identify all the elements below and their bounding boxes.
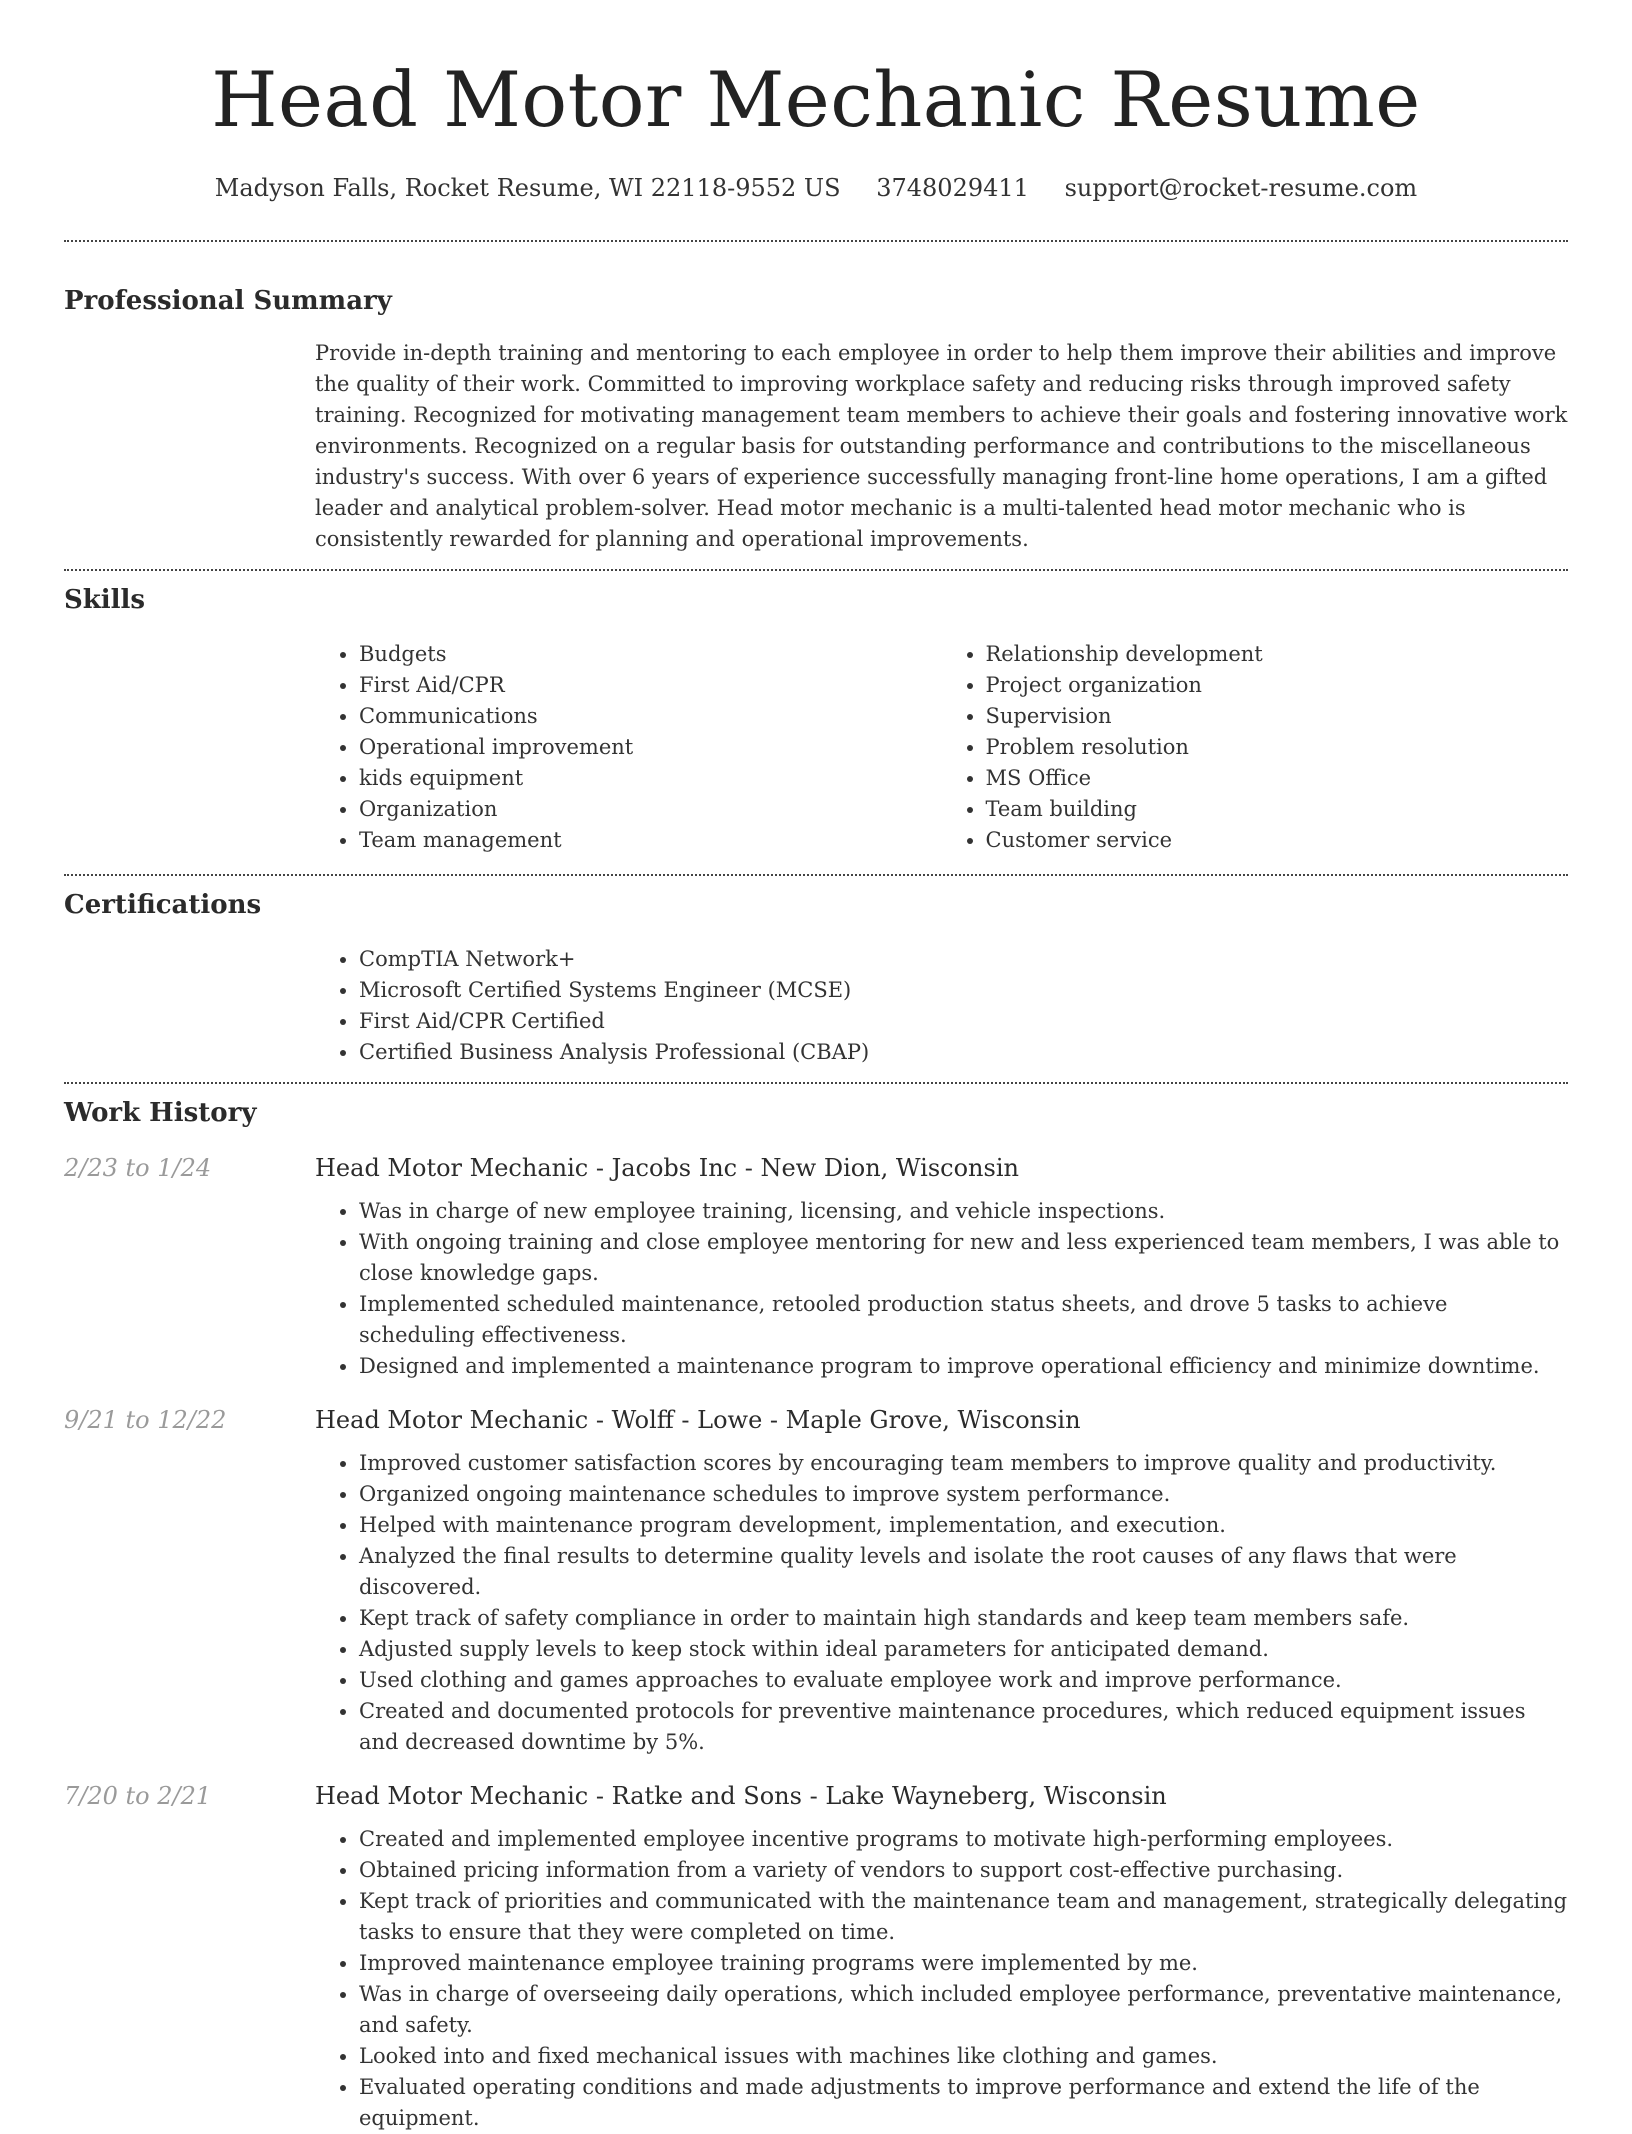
skills-column-right xyxy=(942,639,1569,856)
list-item: • With ongoing training and close employee mentoring for new and less experienced team members, I was able to close knowledge gaps. xyxy=(359,1227,1568,1289)
job-entry xyxy=(64,1404,1568,1758)
list-item: • Supervision xyxy=(986,701,1569,732)
list-item: • kids equipment xyxy=(359,763,942,794)
job-date: 9/21 to 12/22 xyxy=(64,1406,227,1434)
list-item: • Project organization xyxy=(986,670,1569,701)
list-item: • Budgets xyxy=(359,639,942,670)
list-item: • First Aid/CPR Certified xyxy=(359,1006,1568,1037)
job-entry xyxy=(64,1152,1568,1382)
list-item: • First Aid/CPR xyxy=(359,670,942,701)
job-heading: Head Motor Mechanic - Ratke and Sons - Lake Wayneberg, Wisconsin xyxy=(315,1782,1167,1810)
work-history-section-title: Work History xyxy=(64,1098,257,1128)
job-body xyxy=(315,1780,1568,2134)
list-item: • MS Office xyxy=(986,763,1569,794)
job-bullets xyxy=(315,1824,1568,2134)
contact-email: support@rocket-resume.com xyxy=(1064,174,1418,202)
list-item: • Created and documented protocols for preventive maintenance procedures, which reduced equipment issues and decreased downtime by 5%. xyxy=(359,1696,1568,1758)
job-heading: Head Motor Mechanic - Jacobs Inc - New Dion, Wisconsin xyxy=(315,1154,1019,1182)
list-item: • Operational improvement xyxy=(359,732,942,763)
section-divider xyxy=(64,1082,1568,1084)
list-item: • Improved maintenance employee training programs were implemented by me. xyxy=(359,1948,1568,1979)
certifications-list xyxy=(315,944,1568,1082)
list-item: • Evaluated operating conditions and made adjustments to improve performance and extend the life of the equipment. xyxy=(359,2072,1568,2134)
job-entry xyxy=(64,1780,1568,2134)
certifications-items xyxy=(315,944,1568,1068)
list-item: • Kept track of safety compliance in order to maintain high standards and keep team members safe. xyxy=(359,1603,1568,1634)
list-item: • Certified Business Analysis Professional (CBAP) xyxy=(359,1037,1568,1068)
job-bullets xyxy=(315,1448,1568,1758)
list-item: • Adjusted supply levels to keep stock within ideal parameters for anticipated demand. xyxy=(359,1634,1568,1665)
summary-section-title: Professional Summary xyxy=(64,286,392,316)
list-item: • Organized ongoing maintenance schedules to improve system performance. xyxy=(359,1479,1568,1510)
skills-list xyxy=(315,639,1568,874)
list-item: • Microsoft Certified Systems Engineer (MCSE) xyxy=(359,975,1568,1006)
list-item: • Kept track of priorities and communicated with the maintenance team and management, strategically delegating tasks to ensure that they were completed on time. xyxy=(359,1886,1568,1948)
section-divider xyxy=(64,569,1568,571)
list-item: • Relationship development xyxy=(986,639,1569,670)
contact-phone: 3748029411 xyxy=(876,174,1029,202)
list-item: • Obtained pricing information from a variety of vendors to support cost-effective purchasing. xyxy=(359,1855,1568,1886)
job-date: 7/20 to 2/21 xyxy=(64,1782,212,1810)
job-body xyxy=(315,1404,1568,1758)
list-item: • Was in charge of new employee training, licensing, and vehicle inspections. xyxy=(359,1196,1568,1227)
list-item: • Created and implemented employee incentive programs to motivate high-performing employees. xyxy=(359,1824,1568,1855)
summary-text: Provide in-depth training and mentoring to each employee in order to help them improve their abilities and improve the quality of their work. Committed to improving workplace safety and reducing risks through improved safety training. Recognized for motivating management team members to achieve their goals and fostering innovative work environments. Recognized on a regular basis for outstanding performance and contributions to the miscellaneous industry's success. With over 6 years of experience successfully managing front-line home operations, I am a gifted leader and analytical problem-solver. Head motor mechanic is a multi-talented head motor mechanic who is consistently rewarded for planning and operational improvements. xyxy=(315,341,1568,551)
list-item: • Helped with maintenance program development, implementation, and execution. xyxy=(359,1510,1568,1541)
skills-column-left xyxy=(315,639,942,856)
list-item: • Team building xyxy=(986,794,1569,825)
job-body xyxy=(315,1152,1568,1382)
skills-section-title: Skills xyxy=(64,585,146,615)
list-item: • Organization xyxy=(359,794,942,825)
list-item: • Was in charge of overseeing daily operations, which included employee performance, preventative maintenance, and safety. xyxy=(359,1979,1568,2041)
list-item: • Customer service xyxy=(986,825,1569,856)
list-item: • Analyzed the final results to determine quality levels and isolate the root causes of any flaws that were discovered. xyxy=(359,1541,1568,1603)
list-item: • CompTIA Network+ xyxy=(359,944,1568,975)
section-divider xyxy=(64,240,1568,242)
page-title: Head Motor Mechanic Resume xyxy=(211,55,1421,144)
job-heading: Head Motor Mechanic - Wolff - Lowe - Maple Grove, Wisconsin xyxy=(315,1406,1081,1434)
contact-address: Madyson Falls, Rocket Resume, WI 22118-9552 US xyxy=(214,174,841,202)
work-history-list xyxy=(64,1152,1568,2134)
job-date: 2/23 to 1/24 xyxy=(64,1154,212,1182)
list-item: • Implemented scheduled maintenance, retooled production status sheets, and drove 5 tasks to achieve scheduling effectiveness. xyxy=(359,1289,1568,1351)
contact-line xyxy=(64,172,1568,204)
list-item: • Team management xyxy=(359,825,942,856)
section-divider xyxy=(64,874,1568,876)
list-item: • Designed and implemented a maintenance program to improve operational efficiency and minimize downtime. xyxy=(359,1351,1568,1382)
job-bullets xyxy=(315,1196,1568,1382)
certifications-section-title: Certifications xyxy=(64,890,262,920)
list-item: • Problem resolution xyxy=(986,732,1569,763)
list-item: • Used clothing and games approaches to evaluate employee work and improve performance. xyxy=(359,1665,1568,1696)
list-item: • Communications xyxy=(359,701,942,732)
list-item: • Looked into and fixed mechanical issues with machines like clothing and games. xyxy=(359,2041,1568,2072)
list-item: • Improved customer satisfaction scores by encouraging team members to improve quality and productivity. xyxy=(359,1448,1568,1479)
